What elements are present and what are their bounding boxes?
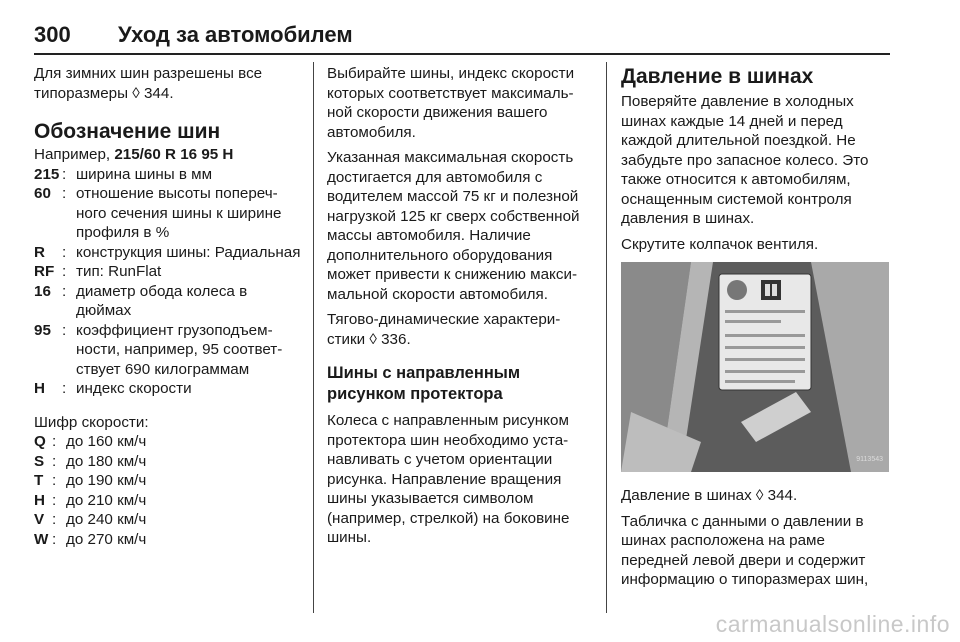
paragraph-label-location: Табличка с данными о давлении в шинах расположена на раме передней левой двери и содержит информацию о типоразмерах шин, [621, 512, 869, 588]
definition-separator: : [62, 185, 67, 202]
definition-value: конструкция шины: Радиальная [76, 243, 301, 261]
definition-separator: : [62, 380, 67, 397]
definition-separator: : [52, 472, 57, 489]
definition-value: до 270 км/ч [66, 530, 147, 548]
definition-value: до 180 км/ч [66, 452, 147, 470]
section-heading-tire-pressure: Давление в шинах [621, 65, 814, 88]
paragraph-check-pressure: Поверяйте давление в холодных шинах каждые 14 дней и перед каждой длительной поездкой. Не забудьте про запасное колесо. Это также относится к автомобилям, оснащенным системой контроля давления в шинах. [621, 93, 869, 227]
definition-separator: : [62, 321, 67, 339]
header-rule [34, 53, 890, 55]
definition-key: T [34, 472, 44, 489]
section-heading-directional-tires: Шины с направленным рисунком протектора [327, 364, 521, 403]
definition-row [34, 184, 302, 243]
definition-key: Q [34, 433, 46, 450]
definition-separator: : [52, 511, 57, 528]
intro-text: Для зимних шин разрешены все типоразмеры ◊ 344. [34, 65, 263, 102]
definition-row [34, 165, 302, 185]
definition-key: V [34, 511, 45, 528]
definition-value: ширина шины в мм [76, 165, 213, 183]
paragraph-speed-choice: Выбирайте шины, индекс скорости которых соответствует максимальной скорости движения вашего автомобиля. [327, 65, 575, 141]
column-3 [621, 64, 891, 596]
definition-key: 16 [34, 282, 51, 300]
definition-key: S [34, 452, 45, 470]
definition-value: до 210 км/ч [66, 491, 147, 509]
definition-key: 95 [34, 321, 51, 339]
definition-separator: : [52, 452, 57, 470]
paragraph-pressure-ref: Давление в шинах ◊ 344. [621, 487, 798, 504]
definition-row [34, 262, 302, 282]
example-prefix: Например, [34, 146, 115, 163]
column-divider-1 [313, 62, 314, 613]
definition-separator: : [62, 263, 67, 280]
definition-value: отношение высоты поперечного сечения шины к ширине профиля в % [76, 185, 282, 241]
definition-separator: : [52, 530, 57, 548]
definition-key: R [34, 243, 45, 261]
page-header [34, 22, 890, 52]
definition-key: 60 [34, 185, 51, 202]
definition-value: индекс скорости [76, 380, 192, 397]
watermark: carmanualsonline.info [715, 611, 950, 637]
definition-value: до 240 км/ч [66, 511, 147, 528]
photo-code: 9113543 [856, 455, 883, 463]
definition-separator: : [62, 165, 67, 183]
paragraph-dynamics: Тягово-динамические характеристики ◊ 336. [327, 311, 561, 348]
page-number: 300 [34, 22, 71, 47]
example-code: 215/60 R 16 95 H [114, 146, 234, 163]
definition-key: H [34, 380, 45, 397]
column-2 [327, 64, 593, 554]
definition-row [34, 321, 302, 380]
definition-row [34, 452, 302, 472]
definition-row [34, 491, 302, 511]
definition-list [34, 165, 302, 399]
paragraph-directional-tires: Колеса с направленным рисунком протектора шин необходимо устанавливать с учетом ориентации рисунка. Направление вращения шины указывается символом (например, стрелкой) на боковине шины. [327, 412, 570, 546]
speed-intro: Шифр скорости: [34, 413, 149, 431]
door-frame-pressure-label-photo [621, 262, 889, 472]
definition-row [34, 282, 302, 321]
definition-separator: : [62, 243, 67, 261]
definition-row [34, 243, 302, 263]
door-frame-illustration [621, 262, 889, 472]
definition-value: тип: RunFlat [76, 263, 162, 280]
definition-row [34, 471, 302, 491]
column-1 [34, 64, 302, 549]
definition-key: 215 [34, 165, 60, 183]
definition-value: до 190 км/ч [66, 472, 147, 489]
paragraph-max-speed: Указанная максимальная скорость достигается для автомобиля с водителем массой 75 кг и полезной нагрузкой 125 кг сверх собственной массы автомобиля. Наличие дополнительного оборудования может привести к снижению максимальной скорости автомобиля. [327, 149, 580, 303]
definition-key: RF [34, 263, 55, 280]
definition-key: H [34, 491, 45, 509]
paragraph-valve-cap: Скрутите колпачок вентиля. [621, 235, 819, 253]
definition-value: диаметр обода колеса в дюймах [76, 282, 248, 319]
definition-value: коэффициент грузоподъемности, например, 95 соответствует 690 килограммам [76, 321, 283, 378]
definition-separator: : [52, 491, 57, 509]
definition-row [34, 432, 302, 452]
speed-code-list [34, 432, 302, 549]
example-line [34, 145, 302, 165]
column-divider-2 [606, 62, 607, 613]
definition-row [34, 379, 302, 399]
definition-separator: : [52, 433, 57, 450]
definition-row [34, 510, 302, 530]
definition-separator: : [62, 282, 67, 300]
page-title: Уход за автомобилем [118, 22, 353, 47]
section-heading-tire-designation: Обозначение шин [34, 120, 221, 143]
definition-value: до 160 км/ч [66, 433, 147, 450]
definition-key: W [34, 530, 49, 548]
definition-row [34, 530, 302, 550]
